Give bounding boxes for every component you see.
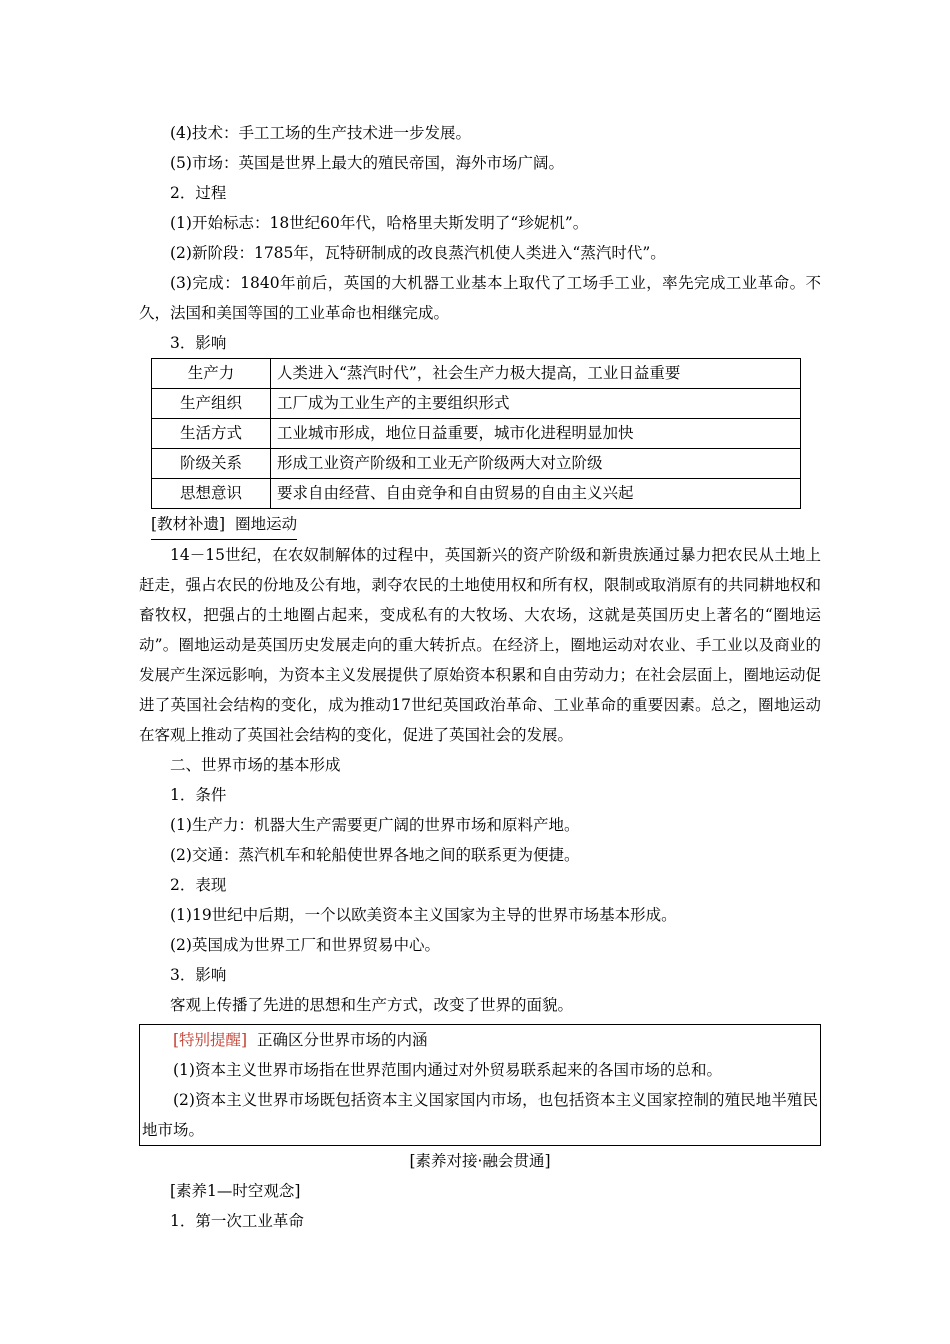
table-cell-key: 生活方式 — [152, 419, 271, 449]
text-line: 1．条件 — [170, 786, 227, 804]
table-cell-key: 思想意识 — [152, 479, 271, 509]
reminder-point: (1)资本主义世界市场指在世界范围内通过对外贸易联系起来的各国市场的总和。 — [173, 1061, 722, 1079]
table-row — [152, 419, 801, 449]
table-cell-value: 形成工业资产阶级和工业无产阶级两大对立阶级 — [271, 449, 801, 479]
table-row — [152, 389, 801, 419]
text-line: 2．过程 — [170, 184, 227, 202]
document-body — [139, 118, 821, 1236]
table-cell-value: 工业城市形成，地位日益重要，城市化进程明显加快 — [271, 419, 801, 449]
literacy-tag: [素养1—时空观念] — [170, 1182, 301, 1200]
reminder-point: (2)资本主义世界市场既包括资本主义国家国内市场，也包括资本主义国家控制的殖民地半殖民地市场。 — [142, 1091, 818, 1139]
text-line: 1．第一次工业革命 — [170, 1212, 304, 1230]
impact-heading: 3．影响 — [170, 334, 227, 352]
table-cell-value: 要求自由经营、自由竞争和自由贸易的自由主义兴起 — [271, 479, 801, 509]
text-line: (2)交通：蒸汽机车和轮船使世界各地之间的联系更为便捷。 — [170, 846, 580, 864]
supplement-heading — [139, 509, 821, 540]
table-cell-key: 生产力 — [152, 359, 271, 389]
text-line: (5)市场：英国是世界上最大的殖民帝国，海外市场广阔。 — [170, 154, 564, 172]
reminder-heading — [142, 1025, 818, 1055]
supplement-tag — [151, 509, 297, 540]
text-line: 3．影响 — [170, 966, 227, 984]
text-line: (1)开始标志：18世纪60年代，哈格里夫斯发明了“珍妮机”。 — [170, 214, 589, 232]
reminder-title: 正确区分世界市场的内涵 — [256, 1031, 428, 1049]
supplement-title: 圈地运动 — [235, 515, 298, 533]
completion-paragraph: (3)完成：1840年前后，英国的大机器工业基本上取代了工场手工业，率先完成工业革命。不久，法国和美国等国的工业革命也相继完成。 — [139, 274, 821, 322]
reminder-tag: [特别提醒] — [173, 1031, 248, 1049]
text-line: (4)技术：手工工场的生产技术进一步发展。 — [170, 124, 471, 142]
table-cell-key: 生产组织 — [152, 389, 271, 419]
impact-table — [151, 358, 801, 509]
reminder-box — [139, 1024, 821, 1146]
text-line: (1)生产力：机器大生产需要更广阔的世界市场和原料产地。 — [170, 816, 580, 834]
section-title: [素养对接·融会贯通] — [409, 1152, 551, 1170]
table-row — [152, 479, 801, 509]
table-cell-value: 工厂成为工业生产的主要组织形式 — [271, 389, 801, 419]
section-heading: 二、世界市场的基本形成 — [170, 756, 341, 774]
enclosure-paragraph: 14－15世纪，在农奴制解体的过程中，英国新兴的资产阶级和新贵族通过暴力把农民从土地上赶走，强占农民的份地及公有地，剥夺农民的土地使用权和所有权，限制或取消原有的共同耕地权和畜牧权，把强占的土地圈占起来，变成私有的大牧场、大农场，这就是英国历史上著名的“圈地运动”。圈地运动是英国历史发展走向的重大转折点。在经济上，圈地运动对农业、手工业以及商业的发展产生深远影响，为资本主义发展提供了原始资本积累和自由劳动力；在社会层面上，圈地运动促进了英国社会结构的变化，成为推动17世纪英国政治革命、工业革命的重要因素。总之，圈地运动在客观上推动了英国社会结构的变化，促进了英国社会的发展。 — [139, 546, 822, 744]
text-line: (2)新阶段：1785年，瓦特研制成的改良蒸汽机使人类进入“蒸汽时代”。 — [170, 244, 666, 262]
table-cell-key: 阶级关系 — [152, 449, 271, 479]
table-cell-value: 人类进入“蒸汽时代”，社会生产力极大提高，工业日益重要 — [271, 359, 801, 389]
text-line: (2)英国成为世界工厂和世界贸易中心。 — [170, 936, 440, 954]
supplement-tag-label: [教材补遗] — [151, 515, 226, 533]
table-row — [152, 449, 801, 479]
text-line: 2．表现 — [170, 876, 227, 894]
text-line: 客观上传播了先进的思想和生产方式，改变了世界的面貌。 — [170, 996, 574, 1014]
text-line: (1)19世纪中后期，一个以欧美资本主义国家为主导的世界市场基本形成。 — [170, 906, 677, 924]
table-row — [152, 359, 801, 389]
